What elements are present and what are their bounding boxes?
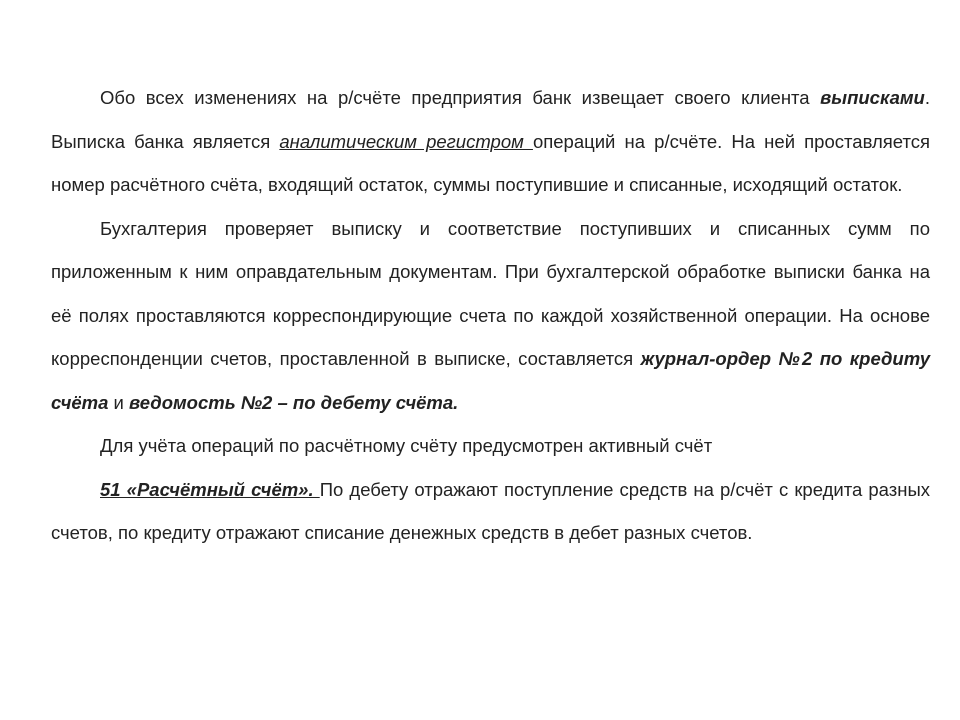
underlined-term-analytical-register: аналитическим регистром [279, 130, 533, 152]
text-run: Бухгалтерия проверяет выписку и соответствие поступивших и списанных сумм по приложенным к ним оправдательным документам. При бухгалтерской обработке выписки банка на её полях проставляются корреспондирующие счета по каждой хозяйственной операции. На основе корреспонденции счетов, проставленной в выписке, составляется [51, 217, 930, 369]
bold-term-statements: выписками [820, 87, 925, 108]
paragraph-accounting-check [51, 207, 930, 425]
underlined-term-account-51: 51 «Расчётный счёт». [100, 478, 320, 500]
paragraph-bank-statements [51, 76, 930, 207]
text-run: и [108, 391, 130, 413]
text-run: По дебету отражают поступление средств на р/счёт с кредита разных счетов, по кредиту отражают списание денежных средств в дебет разных счетов. [51, 478, 930, 543]
text-run: . Выписка банка является [51, 87, 930, 152]
text-run: операций на р/счёте. На ней проставляется номер расчётного счёта, входящий остаток, суммы поступившие и списанные, исходящий остаток. [51, 130, 930, 195]
text-run: Для учёта операций по расчётному счёту предусмотрен активный счёт [100, 435, 713, 456]
text-run: Обо всех изменениях на р/счёте предприятия банк извещает своего клиента [100, 87, 821, 108]
paragraph-active-account [51, 424, 930, 468]
bold-term-ledger: ведомость №2 – по дебету счёта. [129, 391, 459, 413]
bold-term-journal-order: журнал-ордер №2 по кредиту счёта [51, 348, 931, 413]
paragraph-account-51 [51, 468, 930, 555]
